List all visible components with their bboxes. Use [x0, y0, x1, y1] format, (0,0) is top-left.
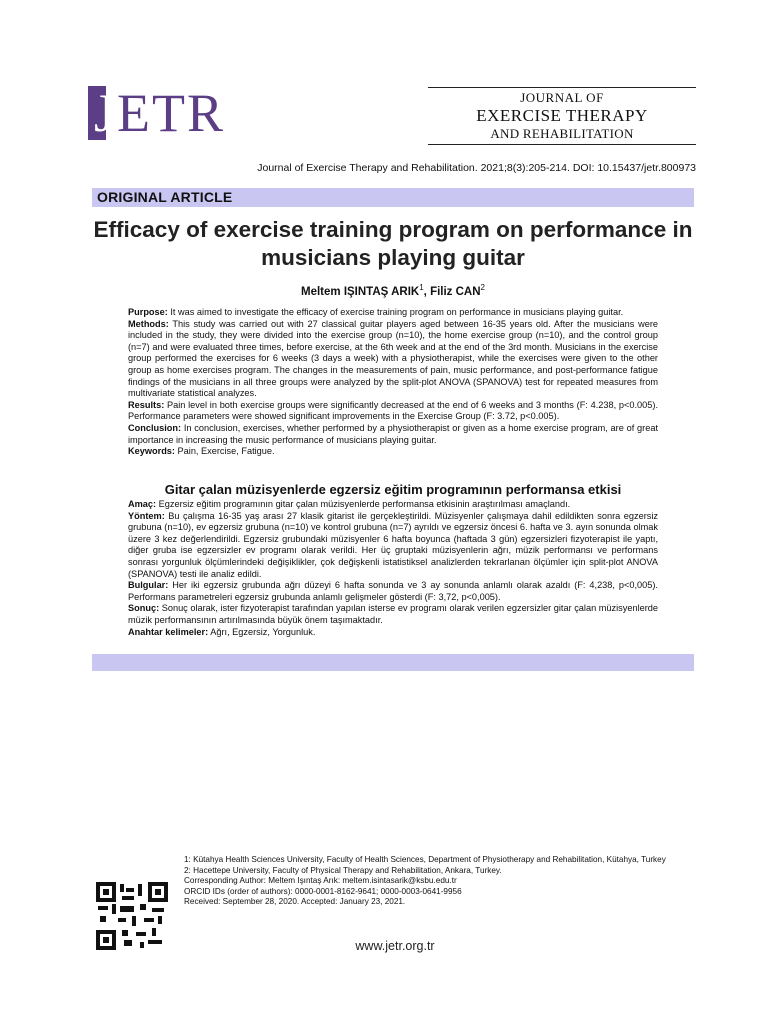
- qr-finder: [96, 930, 116, 950]
- received-accepted: Received: September 28, 2020. Accepted: January 23, 2021.: [184, 897, 406, 907]
- qr-module: [120, 906, 134, 912]
- abstract-tr-yontem: Yöntem: Bu çalışma 16-35 yaş arası 27 klasik gitarist ile gerçekleştirildi. Müzisyenler çalışmaya dahil edildikten sonra egzersiz grubuna (n=10), ev egzersiz grubuna (n=10) ve kontrol grubuna (n=7) ayrıldı ve egzersiz öncesi 6. hafta ve 3. ayın sonunda olmak üzere 3 kez değerlendirildi. Egzersiz grubundaki müzisyenler 6 hafta boyunca (haftada 3 gün) egzersizleri fizyoterapist ile yaptı, diğer gruba ise egzersizler ev programı olarak verildi. Her üç gruptaki müzisyenlerin ağrı, müzik performansı ve performans sonrası yorgunluk ölçümlerindeki değişiklikler, çok değişkenli istatistiksel analizlerden tekrarlanan ölçümler için split-plot ANOVA (SPANOVA) testi ile analiz edildi.: [128, 510, 658, 579]
- footnotes: [184, 855, 694, 908]
- qr-finder: [148, 882, 168, 902]
- qr-module: [138, 884, 142, 896]
- abstract-tr-bulgular: Bulgular: Her iki egzersiz grubunda ağrı düzeyi 6 hafta sonunda ve 3 ay sonunda anlamlı olarak azaldı (F: 4,238, p<0,005). Performans parametreleri egzersiz grubunda anlamlı gelişmeler gösterdi (F: 3,72, p<0,005).: [128, 580, 658, 602]
- qr-module: [152, 928, 156, 936]
- corresponding-author: Corresponding Author: Meltem Işıntaş Arık: meltem.isintasarik@ksbu.edu.tr: [184, 876, 457, 886]
- authors-line: [92, 283, 694, 298]
- qr-module: [120, 884, 124, 892]
- author-2: Filiz CAN: [430, 285, 481, 298]
- abstract-conclusion: Conclusion: In conclusion, exercises, whether performed by a physiotherapist or given as a home exercise program, are of great importance in increasing the music performance of musicians playing guitar.: [128, 422, 658, 445]
- logo-text: JETR: [94, 83, 226, 143]
- abstract-tr-sonuc: Sonuç: Sonuç olarak, ister fizyoterapist tarafından yapılan isterse ev programı olarak verilen egzersizler gitar çalan müzisyenlerde müzik performansının artırılmasında büyük önem taşımaktadır.: [128, 603, 658, 625]
- abstract-results: Results: Pain level in both exercise groups were significantly decreased at the end of 6 weeks and 3 months (F: 4.238, p<0.005). Performance parameters were showed significant improvements in the Exercise Group (F: 3.72, p<0.005).: [128, 399, 658, 422]
- qr-module: [112, 904, 116, 914]
- qr-module: [136, 932, 146, 936]
- abstract-purpose: Purpose: It was aimed to investigate the efficacy of exercise training program on performance in musicians playing guitar.: [128, 307, 624, 317]
- qr-module: [126, 888, 134, 892]
- abstract-turkish: [128, 499, 658, 638]
- citation-line: Journal of Exercise Therapy and Rehabilitation. 2021;8(3):205-214. DOI: 10.15437/jetr.800973: [257, 162, 696, 174]
- author-1: Meltem IŞINTAŞ ARIK: [301, 285, 420, 298]
- orcid-ids: ORCID IDs (order of authors): 0000-0001-8162-9641; 0000-0003-0641-9956: [184, 886, 462, 896]
- journal-name-line1: JOURNAL OF: [520, 90, 604, 105]
- journal-name-line2: EXERCISE THERAPY: [476, 106, 648, 125]
- qr-module: [122, 930, 128, 936]
- abstract-tr-amac: Amaç: Egzersiz eğitim programının gitar çalan müzisyenlerde performansa etkisinin araştırılması amaçlandı.: [128, 499, 571, 509]
- abstract-english: [128, 307, 658, 458]
- section-divider-band: [92, 654, 694, 671]
- abstract-keywords: Keywords: Pain, Exercise, Fatigue.: [128, 446, 275, 457]
- qr-module: [122, 896, 134, 900]
- journal-url-link[interactable]: www.jetr.org.tr: [355, 939, 435, 953]
- article-type-banner: ORIGINAL ARTICLE: [92, 188, 694, 207]
- qr-module: [144, 918, 154, 922]
- qr-module: [124, 940, 132, 946]
- author-separator: ,: [423, 285, 431, 298]
- qr-module: [148, 940, 162, 944]
- qr-module: [140, 904, 146, 910]
- abstract-tr-keywords: Anahtar kelimeler: Ağrı, Egzersiz, Yorgunluk.: [128, 626, 316, 637]
- qr-module: [118, 918, 126, 922]
- affiliation-1: 1: Kütahya Health Sciences University, Faculty of Health Sciences, Department of Physiotherapy and Rehabilitation, Kütahya, Turkey: [184, 855, 666, 864]
- author-2-affiliation: 2: [480, 283, 485, 292]
- article-title: Efficacy of exercise training program on performance in musicians playing guitar: [93, 217, 693, 270]
- qr-module: [100, 916, 106, 922]
- author-1-affiliation: 1: [419, 283, 424, 292]
- journal-name-box: [428, 87, 696, 145]
- qr-module: [132, 916, 136, 926]
- journal-name-line3: AND REHABILITATION: [490, 126, 634, 141]
- qr-module: [158, 916, 162, 924]
- qr-module: [98, 906, 108, 910]
- qr-finder: [96, 882, 116, 902]
- journal-logo: [88, 84, 238, 142]
- affiliation-2: 2: Hacettepe University, Faculty of Physical Therapy and Rehabilitation, Ankara, Turkey.: [184, 865, 502, 875]
- turkish-title: Gitar çalan müzisyenlerde egzersiz eğitim programının performansa etkisi: [164, 482, 622, 497]
- qr-module: [140, 942, 144, 948]
- qr-code-icon[interactable]: [96, 882, 168, 950]
- abstract-methods: Methods: This study was carried out with 27 classical guitar players aged between 16-35 years old. After the musicians were included in the study, they were divided into the exercise group (n=10), the home exercise group (n=10), and the control group (n=7) and were evaluated three times, before exercise, at the 6th week and at the end of the 3rd month. Musicians in the exercise group performed the exercises for 6 weeks (3 days a week) with a physiotherapist, while the exercises were given to the other group as home exercises program. The changes in the measurements of pain, music performance, and post-performance fatigue findings of the musicians in all three groups were analyzed by the split-plot ANOVA (SPANOVA) test for repeated measures from multivariate statistical analyzes.: [128, 318, 658, 399]
- qr-module: [152, 908, 164, 912]
